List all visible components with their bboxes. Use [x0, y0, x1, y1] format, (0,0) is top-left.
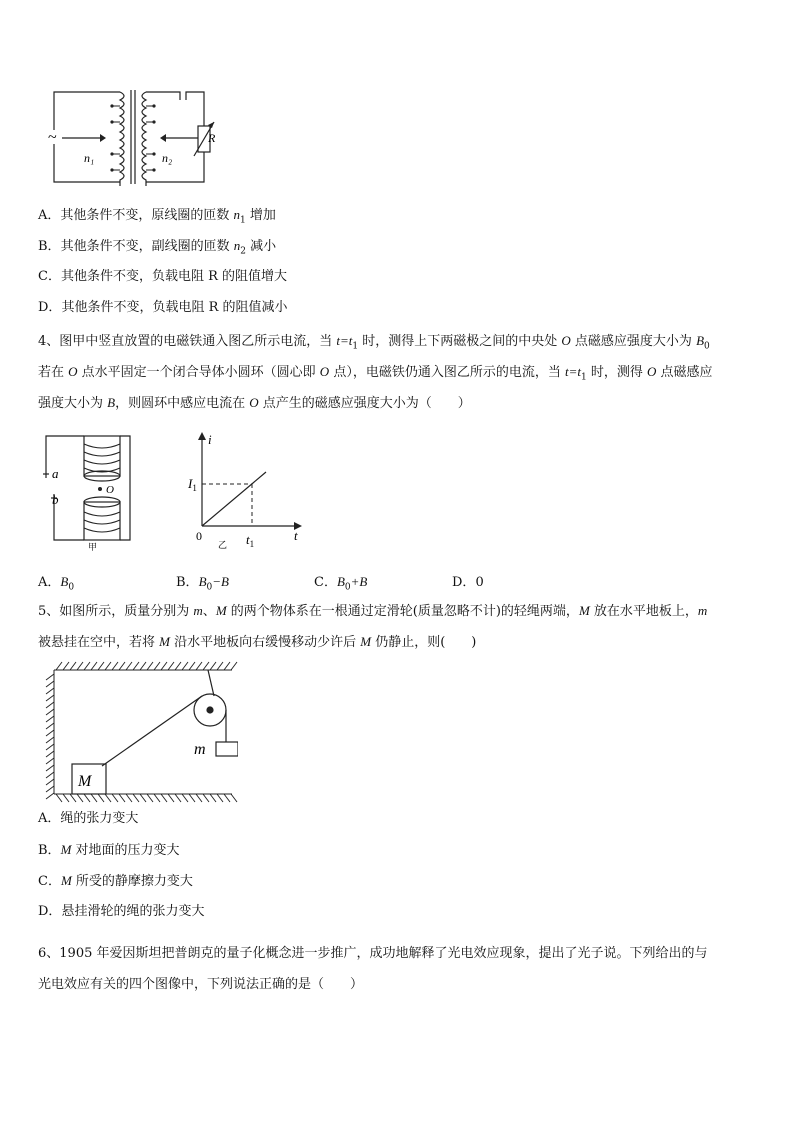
hatch-mark — [46, 688, 54, 694]
hatch-mark — [126, 662, 132, 670]
hatch-mark — [224, 662, 230, 670]
hatch-mark — [63, 794, 69, 802]
hatch-mark — [182, 794, 188, 802]
hatch-mark — [105, 794, 111, 802]
hatch-mark — [168, 662, 174, 670]
r-label: R — [208, 131, 216, 145]
hatch-mark — [147, 662, 153, 670]
hatch-mark — [105, 662, 111, 670]
hatch-mark — [46, 772, 54, 778]
hatch-mark — [46, 709, 54, 715]
axis-i: i — [208, 432, 212, 447]
hatch-mark — [161, 662, 167, 670]
hatch-mark — [119, 794, 125, 802]
label-b: b — [52, 492, 59, 507]
hatch-mark — [46, 716, 54, 722]
q6-stem-line2: 光电效应有关的四个图像中，下列说法正确的是（ ） — [38, 977, 364, 992]
ac-source-label: ~ — [48, 129, 57, 146]
hatch-mark — [175, 662, 181, 670]
hatch-mark — [46, 695, 54, 701]
q5-option-b: B．M 对地面的压力变大 — [38, 842, 180, 858]
q5-option-d: D．悬挂滑轮的绳的张力变大 — [38, 904, 205, 919]
caption-yi: 乙 — [218, 540, 228, 550]
q5-stem-line1: 5、如图所示，质量分别为 m、M 的两个物体系在一根通过定滑轮(质量忽略不计)的轻绳两端，M 放在水平地板上，m — [38, 603, 708, 619]
q5-option-a: A．绳的张力变大 — [38, 811, 139, 826]
q4-option-a: A．$B_0$ — [38, 574, 75, 593]
q5-stem-line2: 被悬挂在空中，若将 M 沿水平地板向右缓慢移动少许后 M 仍静止，则( ) — [38, 634, 477, 650]
hatch-mark — [46, 730, 54, 736]
hatch-mark — [46, 723, 54, 729]
q4-stem-line1: 4、图甲中竖直放置的电磁铁通入图乙所示电流，当 $t=t_1$ 时，测得上下两磁极之间的中央处 O 点磁感应强度大小为 $B_0$ — [38, 333, 710, 352]
hatch-mark — [217, 794, 223, 802]
n2-label: n₂ — [162, 151, 173, 165]
q4-stem-line2: 若在 O 点水平固定一个闭合导体小圆环（圆心即 O 点），电磁铁仍通入图乙所示的电流，当 $t=t_1$ 时，测得 O 点磁感应 — [38, 364, 713, 383]
label-o: O — [106, 484, 114, 496]
hatch-mark — [210, 794, 216, 802]
q3-option-a: A．其他条件不变，原线圈的匝数 $n_1$ 增加 — [38, 207, 276, 226]
hatch-mark — [175, 794, 181, 802]
label-i1: $I_1$ — [188, 476, 197, 493]
n1-label: n₁ — [84, 151, 95, 165]
hatch-mark — [70, 662, 76, 670]
hatch-mark — [168, 794, 174, 802]
hatch-mark — [46, 765, 54, 771]
q3-option-d: D．其他条件不变，负载电阻 R 的阻值减小 — [38, 300, 288, 315]
hatch-mark — [196, 794, 202, 802]
q4-option-d: D．0 — [452, 575, 484, 590]
q3-option-b: B．其他条件不变，副线圈的匝数 $n_2$ 减小 — [38, 238, 277, 257]
label-small-m: m — [194, 741, 206, 758]
hatch-mark — [217, 662, 223, 670]
hatch-mark — [112, 662, 118, 670]
current-line — [202, 472, 266, 526]
hatch-mark — [133, 794, 139, 802]
hatch-mark — [126, 794, 132, 802]
hatch-mark — [161, 794, 167, 802]
label-big-m: M — [78, 773, 92, 790]
label-t1: $t_1$ — [246, 532, 255, 549]
hatch-mark — [84, 794, 90, 802]
hatch-mark — [154, 662, 160, 670]
q6-stem-line1: 6、1905 年爱因斯坦把普朗克的量子化概念进一步推广，成功地解释了光电效应现象，提出了光子说。下列给出的与 — [38, 946, 708, 961]
label-a: a — [52, 466, 59, 481]
hatch-mark — [98, 662, 104, 670]
hatch-mark — [63, 662, 69, 670]
pulley-figure — [42, 660, 238, 806]
hatch-mark — [46, 758, 54, 764]
hatch-mark — [46, 786, 54, 792]
hatch-mark — [56, 662, 62, 670]
hatch-mark — [46, 793, 54, 799]
hatch-mark — [147, 794, 153, 802]
hatch-mark — [46, 751, 54, 757]
hatch-mark — [189, 794, 195, 802]
hatch-mark — [46, 674, 54, 680]
hatch-mark — [112, 794, 118, 802]
transformer-figure — [40, 86, 220, 188]
hatch-mark — [77, 662, 83, 670]
q4-stem-line3: 强度大小为 B，则圆环中感应电流在 O 点产生的磁感应强度大小为（ ） — [38, 395, 471, 411]
hatch-mark — [91, 794, 97, 802]
q3-option-c: C．其他条件不变，负载电阻 R 的阻值增大 — [38, 269, 288, 284]
hatch-mark — [119, 662, 125, 670]
hatch-mark — [140, 794, 146, 802]
hatch-mark — [56, 794, 62, 802]
hatch-mark — [203, 662, 209, 670]
hatch-mark — [210, 662, 216, 670]
hatch-mark — [91, 662, 97, 670]
hatch-mark — [203, 794, 209, 802]
hatch-mark — [182, 662, 188, 670]
electromagnet-figure — [40, 428, 136, 552]
hatch-mark — [224, 794, 230, 802]
hatch-mark — [46, 737, 54, 743]
q4-option-b: B．$B_0-B$ — [176, 574, 229, 593]
caption-jia: 甲 — [88, 542, 98, 552]
axis-t: t — [294, 528, 298, 543]
label-zero: 0 — [196, 529, 202, 543]
hatch-mark — [196, 662, 202, 670]
hatch-mark — [70, 794, 76, 802]
hatch-mark — [140, 662, 146, 670]
hatch-mark — [133, 662, 139, 670]
hatch-mark — [46, 779, 54, 785]
current-time-graph — [186, 432, 306, 550]
hatch-mark — [154, 794, 160, 802]
q5-option-c: C．M 所受的静摩擦力变大 — [38, 873, 193, 889]
hatch-mark — [46, 681, 54, 687]
hatch-mark — [77, 794, 83, 802]
hatch-mark — [98, 794, 104, 802]
hatch-mark — [84, 662, 90, 670]
hatch-mark — [46, 744, 54, 750]
hatch-mark — [189, 662, 195, 670]
q4-option-c: C．$B_0+B$ — [314, 574, 368, 593]
hatch-mark — [46, 702, 54, 708]
hatch-mark — [231, 794, 237, 802]
hatch-mark — [231, 662, 237, 670]
